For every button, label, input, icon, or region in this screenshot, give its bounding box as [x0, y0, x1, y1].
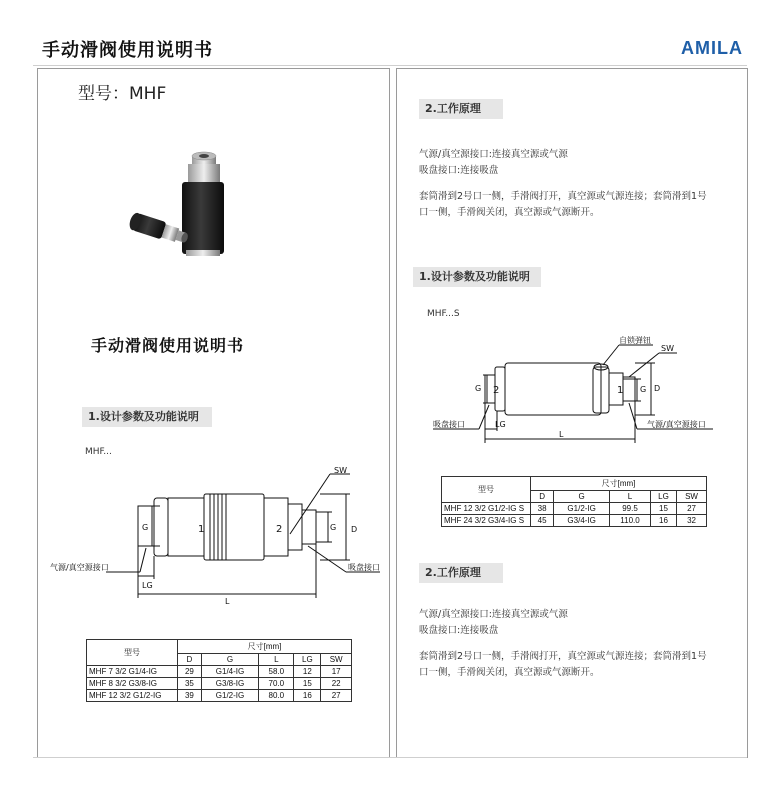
table-row — [442, 515, 707, 527]
port1-label: 1 — [198, 524, 205, 535]
cell: MHF 12 3/2 G1/2-IG — [87, 690, 178, 702]
spec-table-mhf — [86, 639, 352, 702]
col-size-header-s: 尺寸[mm] — [531, 477, 707, 491]
cell: G1/4-IG — [201, 666, 258, 678]
lg-label-s: LG — [495, 420, 506, 429]
principle-line: 口一侧，手滑阀关闭，真空源或气源断开。 — [419, 667, 600, 678]
table-row — [87, 678, 352, 690]
cell: 32 — [677, 515, 707, 527]
cell: MHF 12 3/2 G1/2-IG S — [442, 503, 531, 515]
section-principle-b: 2.工作原理 — [419, 563, 503, 583]
d-label-s: D — [654, 384, 661, 393]
cell: 27 — [321, 690, 352, 702]
header-divider — [33, 65, 747, 66]
col-size-header: 尺寸[mm] — [178, 640, 352, 654]
cell: 110.0 — [610, 515, 651, 527]
cell: 16 — [650, 515, 676, 527]
section-design-params: 1.设计参数及功能说明 — [82, 407, 212, 427]
cell: 22 — [321, 678, 352, 690]
cell: 29 — [178, 666, 202, 678]
col-d-s: D — [531, 491, 554, 503]
g-left-label: G — [142, 523, 149, 532]
table-row — [442, 503, 707, 515]
principle-line: 套筒滑到2号口一侧，手滑阀打开，真空源或气源连接；套筒滑到1号 — [419, 651, 707, 662]
principle-line: 气源/真空源接口:连接真空源或气源 — [419, 609, 568, 620]
suction-port-label-s: 吸盘接口 — [433, 420, 465, 429]
d-label: D — [351, 525, 358, 534]
cell: G3/4-IG — [554, 515, 610, 527]
model-code-s: MHF...S — [427, 309, 460, 319]
col-lg-s: LG — [650, 491, 676, 503]
cell: MHF 8 3/2 G3/8-IG — [87, 678, 178, 690]
principle-line: 口一侧，手滑阀关闭，真空源或气源断开。 — [419, 207, 600, 218]
cell: 15 — [294, 678, 321, 690]
col-l-s: L — [610, 491, 651, 503]
port1-label-s: 1 — [617, 385, 624, 396]
col-sw-s: SW — [677, 491, 707, 503]
cell: 35 — [178, 678, 202, 690]
g-left-label-s: G — [475, 384, 482, 393]
model-code: MHF... — [85, 447, 112, 457]
cell: 45 — [531, 515, 554, 527]
g-right-label-s: G — [640, 385, 647, 394]
col-sw: SW — [321, 654, 352, 666]
sw-label: SW — [334, 466, 347, 475]
cell: 27 — [677, 503, 707, 515]
sw-label-s: SW — [661, 344, 674, 353]
cell: 58.0 — [259, 666, 294, 678]
port2-label-s: 2 — [493, 385, 500, 396]
valve-diagram — [50, 464, 385, 604]
cell: 17 — [321, 666, 352, 678]
principle-line: 吸盘接口:连接吸盘 — [419, 625, 499, 636]
col-d: D — [178, 654, 202, 666]
l-label: L — [225, 597, 230, 604]
footer-divider — [33, 757, 747, 758]
cell: 16 — [294, 690, 321, 702]
suction-port-label: 吸盘接口 — [348, 563, 380, 572]
model-label: 型号：MHF — [78, 84, 167, 104]
lg-label: LG — [142, 581, 153, 590]
principle-b-text — [419, 607, 707, 681]
right-page — [396, 68, 748, 758]
g-right-label: G — [330, 523, 337, 532]
principle-line: 套筒滑到2号口一侧，手滑阀打开，真空源或气源连接；套筒滑到1号 — [419, 191, 707, 202]
cell: G3/8-IG — [201, 678, 258, 690]
document-title: 手动滑阀使用说明书 — [42, 40, 213, 61]
cell: G1/2-IG — [201, 690, 258, 702]
principle-line: 气源/真空源接口:连接真空源或气源 — [419, 149, 568, 160]
cell: 70.0 — [259, 678, 294, 690]
table-row — [87, 690, 352, 702]
left-page — [37, 68, 390, 758]
brand-logo: AMILA — [681, 38, 743, 58]
cell: MHF 7 3/2 G1/4-IG — [87, 666, 178, 678]
air-port-label-s: 气源/真空源接口 — [647, 420, 706, 429]
cell: G1/2-IG — [554, 503, 610, 515]
cell: 99.5 — [610, 503, 651, 515]
col-model-header: 型号 — [87, 640, 178, 666]
cell: 15 — [650, 503, 676, 515]
section-design-params-s: 1.设计参数及功能说明 — [413, 267, 541, 287]
col-l: L — [259, 654, 294, 666]
cell: 80.0 — [259, 690, 294, 702]
section-principle-a: 2.工作原理 — [419, 99, 503, 119]
cell: MHF 24 3/2 G3/4-IG S — [442, 515, 531, 527]
principle-a-text — [419, 147, 707, 221]
valve-diagram-s — [433, 333, 733, 443]
principle-line: 吸盘接口:连接吸盘 — [419, 165, 499, 176]
l-label-s: L — [559, 430, 564, 439]
port2-label: 2 — [276, 524, 283, 535]
col-g: G — [201, 654, 258, 666]
col-model-header-s: 型号 — [442, 477, 531, 503]
spec-table-mhf-s — [441, 476, 707, 527]
lock-button-label: 自锁弹钮 — [619, 336, 651, 345]
cell: 38 — [531, 503, 554, 515]
table-row — [87, 666, 352, 678]
air-port-label: 气源/真空源接口 — [50, 563, 109, 572]
product-photo — [98, 144, 238, 264]
cell: 39 — [178, 690, 202, 702]
cell: 12 — [294, 666, 321, 678]
manual-title: 手动滑阀使用说明书 — [91, 336, 245, 355]
col-lg: LG — [294, 654, 321, 666]
col-g-s: G — [554, 491, 610, 503]
